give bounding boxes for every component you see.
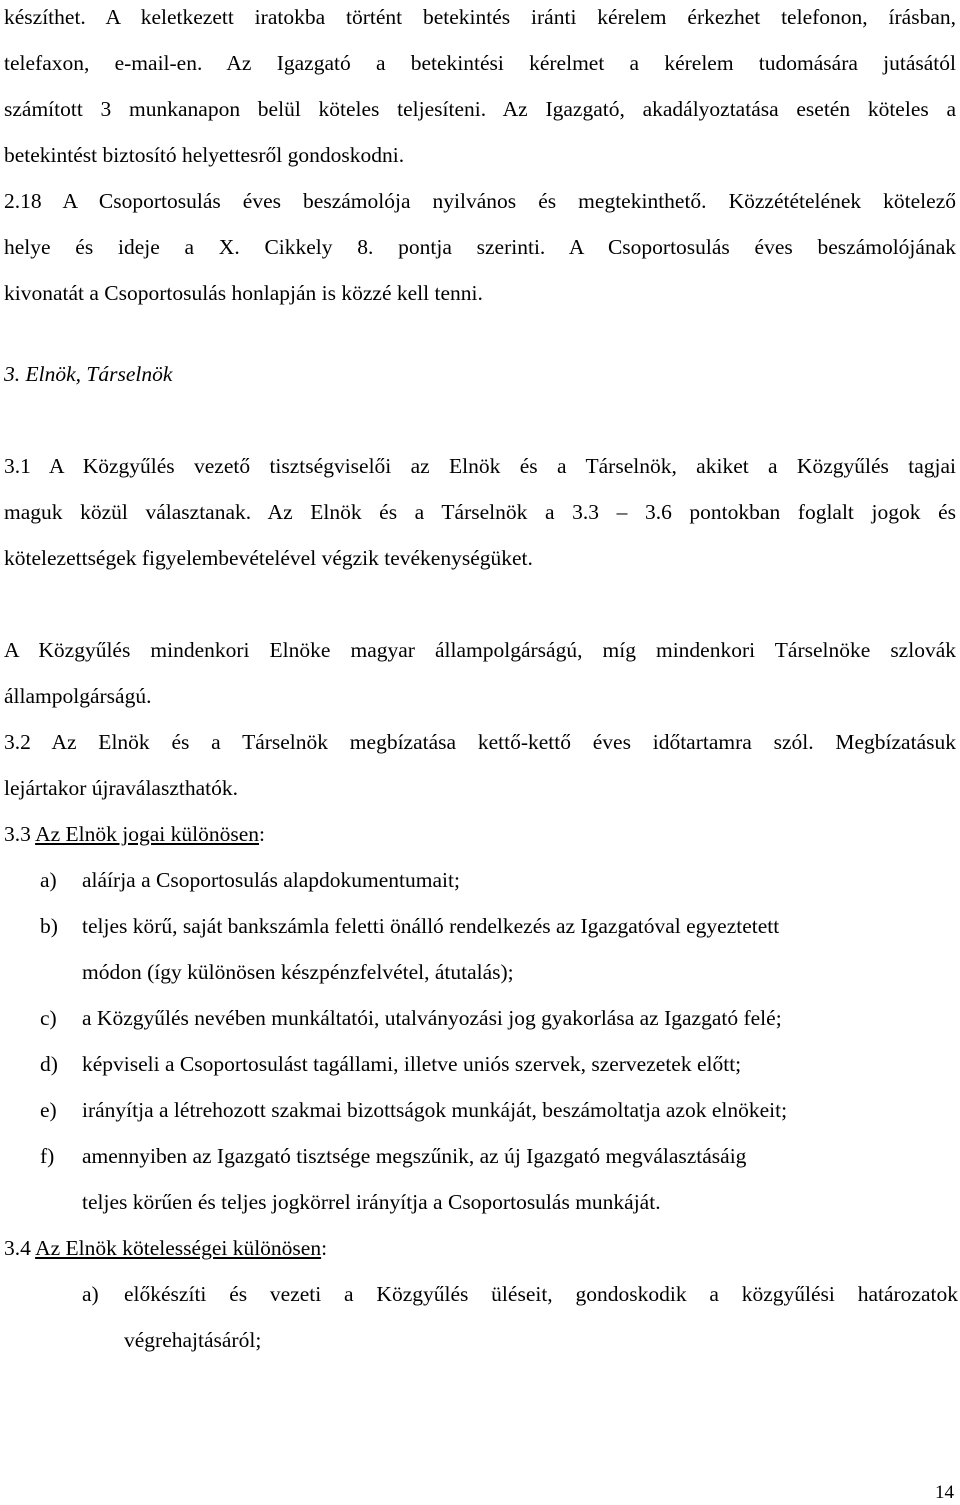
paragraph-line: 3.2 Az Elnök és a Társelnök megbízatása kettő-kettő éves időtartamra szól. Megbízatásuk [4,730,956,754]
subsection-heading [4,1235,327,1261]
section-heading: 3. Elnök, Társelnök [4,362,173,386]
list-item-label: a) [40,868,57,892]
list-item: teljes körű, saját bankszámla feletti önálló rendelkezés az Igazgatóval egyeztetett [82,914,780,938]
list-item: a Közgyűlés nevében munkáltatói, utalványozási jog gyakorlása az Igazgató felé; [82,1006,782,1030]
list-item: aláírja a Csoportosulás alapdokumentumait; [82,868,460,892]
list-item: képviseli a Csoportosulást tagállami, illetve uniós szervek, szervezetek előtt; [82,1052,742,1076]
list-item-label: b) [40,914,58,938]
paragraph-line: 2.18 A Csoportosulás éves beszámolója nyilvános és megtekinthető. Közzétételének kötelező [4,189,956,213]
list-item-label: d) [40,1052,58,1076]
paragraph-line: telefaxon, e-mail-en. Az Igazgató a betekintési kérelmet a kérelem tudomására jutásától [4,51,956,75]
subsection-number: 3.4 [4,1236,31,1260]
paragraph-line: számított 3 munkanapon belül köteles teljesíteni. Az Igazgató, akadályoztatása esetén köteles a [4,97,956,121]
list-item: irányítja a létrehozott szakmai bizottságok munkáját, beszámoltatja azok elnökeit; [82,1098,788,1122]
paragraph-line: lejártakor újraválaszthatók. [4,776,239,800]
paragraph-line: 3.1 A Közgyűlés vezető tisztségviselői az Elnök és a Társelnök, akiket a Közgyűlés tagjai [4,454,956,478]
paragraph-line: betekintést biztosító helyettesről gondoskodni. [4,143,405,167]
page-number: 14 [935,1482,954,1503]
list-item-continuation: végrehajtásáról; [124,1328,262,1352]
subsection-number: 3.3 [4,822,31,846]
subsection-title: Az Elnök jogai különösen [35,822,260,846]
paragraph-line: A Közgyűlés mindenkori Elnöke magyar állampolgárságú, míg mindenkori Társelnöke szlovák [4,638,956,662]
subsection-colon: : [259,822,265,846]
list-item-label: a) [82,1282,99,1306]
list-item-continuation: módon (így különösen készpénzfelvétel, átutalás); [82,960,514,984]
list-item-continuation: teljes körűen és teljes jogkörrel irányítja a Csoportosulás munkáját. [82,1190,661,1214]
list-item-label: c) [40,1006,57,1030]
paragraph-line: kötelezettségek figyelembevételével végzik tevékenységüket. [4,546,533,570]
list-item-label: e) [40,1098,57,1122]
paragraph-line: maguk közül választanak. Az Elnök és a Társelnök a 3.3 – 3.6 pontokban foglalt jogok és [4,500,956,524]
paragraph-line: készíthet. A keletkezett iratokba történt betekintés iránti kérelem érkezhet telefonon, írásban, [4,5,956,29]
list-item-label: f) [40,1144,55,1168]
paragraph-line: állampolgárságú. [4,684,152,708]
subsection-heading [4,821,265,847]
paragraph-line: kivonatát a Csoportosulás honlapján is közzé kell tenni. [4,281,483,305]
paragraph-line: helye és ideje a X. Cikkely 8. pontja szerinti. A Csoportosulás éves beszámolójának [4,235,956,259]
subsection-title: Az Elnök kötelességei különösen [35,1236,322,1260]
list-item: előkészíti és vezeti a Közgyűlés üléseit, gondoskodik a közgyűlési határozatok [124,1282,958,1306]
subsection-colon: : [321,1236,328,1260]
list-item: amennyiben az Igazgató tisztsége megszűnik, az új Igazgató megválasztásáig [82,1144,747,1168]
